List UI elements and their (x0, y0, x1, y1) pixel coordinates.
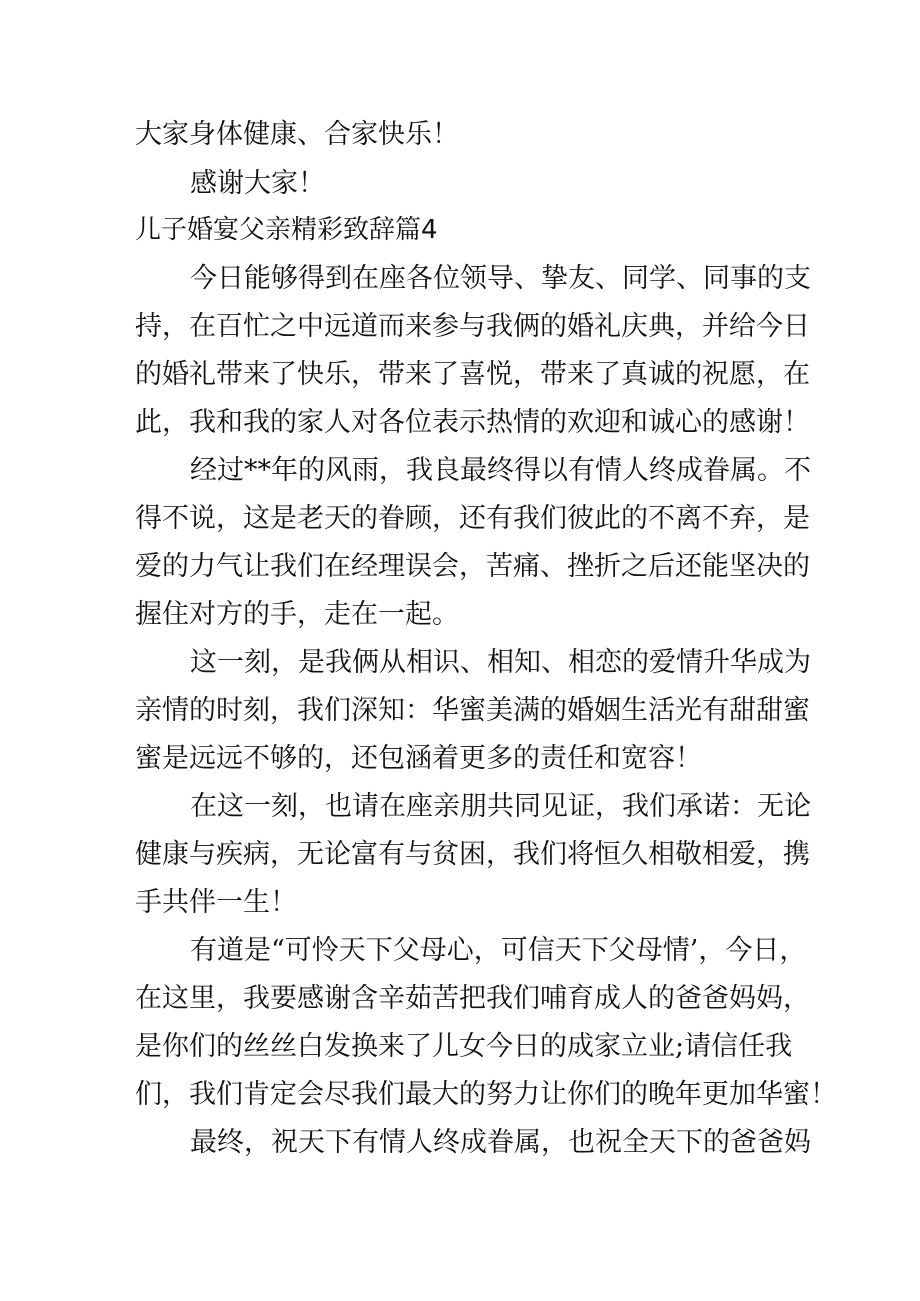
text-line-thanks: 感谢大家！ (190, 168, 325, 199)
paragraph-1-line-3: 的婚礼带来了快乐，带来了喜悦，带来了真诚的祝愿，在 (135, 359, 810, 390)
paragraph-2-line-4: 握住对方的手，走在一起。 (135, 599, 459, 630)
paragraph-5-line-2: 在这里，我要感谢含辛茹苦把我们哺育成人的爸爸妈妈， (135, 983, 810, 1014)
paragraph-1-line-2: 持，在百忙之中远道而来参与我俩的婚礼庆典，并给今日 (135, 311, 810, 342)
paragraph-4-line-3: 手共伴一生！ (135, 887, 297, 918)
paragraph-3-line-2: 亲情的时刻，我们深知：华蜜美满的婚姻生活光有甜甜蜜 (135, 695, 810, 726)
paragraph-5-line-3: 是你们的丝丝白发换来了儿女今日的成家立业;请信任我 (135, 1031, 793, 1062)
paragraph-1-line-4: 此，我和我的家人对各位表示热情的欢迎和诚心的感谢！ (135, 407, 810, 438)
paragraph-3-line-1: 这一刻，是我俩从相识、相知、相恋的爱情升华成为 (190, 647, 811, 678)
paragraph-2-line-2: 得不说，这是老天的眷顾，还有我们彼此的不离不弃，是 (135, 503, 810, 534)
paragraph-2-line-3: 爱的力气让我们在经理误会，苦痛、挫折之后还能坚决的 (135, 551, 810, 582)
paragraph-4-line-2: 健康与疾病，无论富有与贫困，我们将恒久相敬相爱，携 (135, 839, 810, 870)
paragraph-2-line-1: 经过**年的风雨，我良最终得以有情人终成眷属。不 (190, 455, 811, 486)
paragraph-4-line-1: 在这一刻，也请在座亲朋共同见证，我们承诺：无论 (190, 791, 811, 822)
paragraph-5-line-4: 们，我们肯定会尽我们最大的努力让你们的晚年更加华蜜！ (135, 1079, 837, 1110)
paragraph-1-line-1: 今日能够得到在座各位领导、挚友、同学、同事的支 (190, 263, 811, 294)
paragraph-6-line-1: 最终，祝天下有情人终成眷属，也祝全天下的爸爸妈 (190, 1127, 811, 1158)
paragraph-5-line-1: 有道是“可怜天下父母心，可信天下父母情’，今日， (190, 935, 807, 966)
section-heading: 儿子婚宴父亲精彩致辞篇4 (135, 215, 438, 245)
text-line-closing-wishes: 大家身体健康、合家快乐！ (135, 119, 459, 150)
paragraph-3-line-3: 蜜是远远不够的，还包涵着更多的责任和宽容！ (135, 743, 702, 774)
